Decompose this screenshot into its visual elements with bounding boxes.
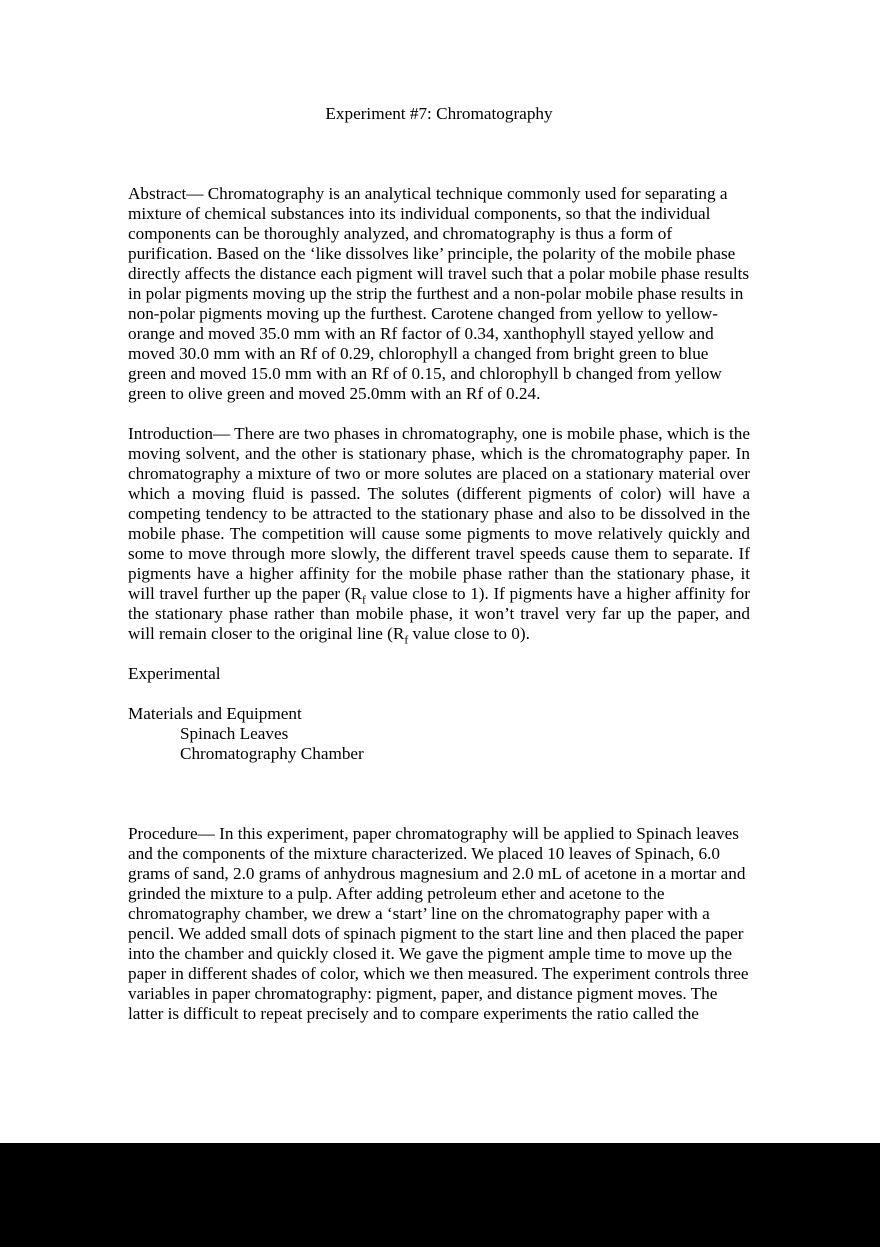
rf-subscript: f <box>361 594 366 607</box>
materials-section <box>128 704 750 764</box>
materials-item: Chromatography Chamber <box>180 744 364 763</box>
abstract-paragraph: Abstract— Chromatography is an analytical technique commonly used for separating a mixture of chemical substances into its individual components, so that the individual components can be thoroughly analyzed, and chromatography is thus a form of purification. Based on the ‘like dissolves like’ principle, the polarity of the mobile phase directly affects the distance each pigment will travel such that a polar mobile phase results in polar pigments moving up the strip the furthest and a non-polar mobile phase results in non-polar pigments moving up the furthest. Carotene changed from yellow to yellow-orange and moved 35.0 mm with an Rf factor of 0.34, xanthophyll stayed yellow and moved 30.0 mm with an Rf of 0.29, chlorophyll a changed from bright green to blue green and moved 15.0 mm with an Rf of 0.15, and chlorophyll b changed from yellow green to olive green and moved 25.0mm with an Rf of 0.24. <box>128 184 750 403</box>
rf-subscript: f <box>404 634 409 647</box>
viewer-background <box>0 1143 880 1247</box>
experimental-heading: Experimental <box>128 664 221 683</box>
materials-heading: Materials and Equipment <box>128 704 302 723</box>
introduction-text-part1: Introduction— There are two phases in chromatography, one is mobile phase, which is the moving solvent, and the other is stationary phase, which is the chromatography paper. In chromatography a mixture of two or more solutes are placed on a stationary material over which a moving fluid is passed. The solutes (different pigments of color) will have a competing tendency to be attracted to the stationary phase and also to be dissolved in the mobile phase. The competition will cause some pigments to move relatively quickly and some to move through more slowly, the different travel speeds cause them to separate. If pigments have a higher affinity for the mobile phase rather than the stationary phase, it will travel further up the paper (R <box>128 424 750 603</box>
introduction-paragraph <box>128 424 750 647</box>
procedure-paragraph: Procedure— In this experiment, paper chromatography will be applied to Spinach leaves and the components of the mixture characterized. We placed 10 leaves of Spinach, 6.0 grams of sand, 2.0 grams of anhydrous magnesium and 2.0 mL of acetone in a mortar and grinded the mixture to a pulp. After adding petroleum ether and acetone to the chromatography chamber, we drew a ‘start’ line on the chromatography paper with a pencil. We added small dots of spinach pigment to the start line and then placed the paper into the chamber and quickly closed it. We gave the pigment ample time to move up the paper in different shades of color, which we then measured. The experiment controls three variables in paper chromatography: pigment, paper, and distance pigment moves. The latter is difficult to repeat precisely and to compare experiments the ratio called the <box>128 824 749 1023</box>
introduction-text-part3: value close to 0). <box>408 624 530 643</box>
introduction-text-part2: value close to 1). If pigments have a higher affinity for the stationary phase rather than mobile phase, it won’t travel very far up the paper, and will remain closer to the original line (R <box>128 584 750 643</box>
document-title: Experiment #7: Chromatography <box>325 104 553 123</box>
materials-item: Spinach Leaves <box>180 724 289 743</box>
